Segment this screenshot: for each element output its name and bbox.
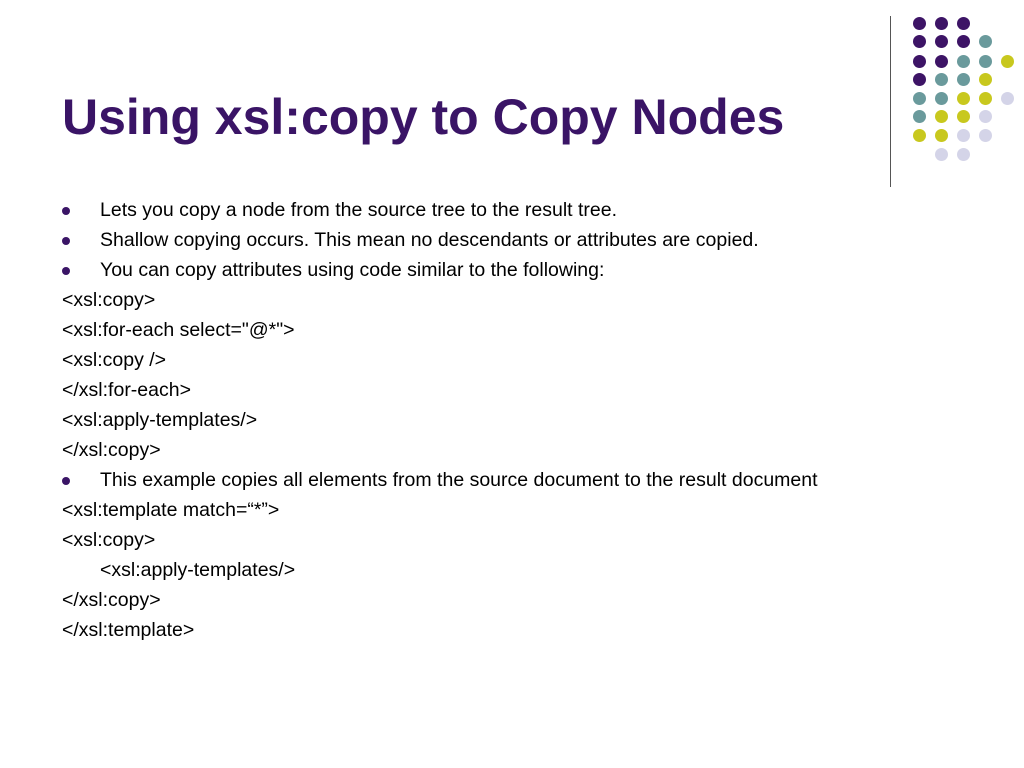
decorative-dot [913,73,926,86]
decorative-dot [979,92,992,105]
line-text: <xsl:apply-templates/> [62,409,258,431]
decorative-dot [913,110,926,123]
decorative-dot [957,55,970,68]
bullet-dot-icon [62,207,70,215]
line-text: This example copies all elements from the source document to the result document [100,469,818,491]
decorative-dot [957,73,970,86]
decorative-dot [913,35,926,48]
decorative-dot-grid [0,0,1024,200]
decorative-dot [913,55,926,68]
decorative-dot [957,148,970,161]
line-text: You can copy attributes using code similar to the following: [100,259,605,281]
decorative-dot [957,17,970,30]
slide-body [62,195,1002,645]
code-line [62,585,1002,615]
decorative-dot [913,92,926,105]
decorative-dot [979,35,992,48]
decorative-dot [957,92,970,105]
decorative-dot [935,148,948,161]
decorative-dot [1001,55,1014,68]
decorative-dot [935,110,948,123]
line-text: <xsl:for-each select="@*"> [62,319,295,341]
decorative-dot [979,129,992,142]
decorative-dot [913,129,926,142]
bullet-line [62,195,1002,225]
bullet-line [62,465,1002,495]
decorative-dot [957,129,970,142]
code-line [62,375,1002,405]
decorative-dot [913,17,926,30]
bullet-dot-icon [62,267,70,275]
decorative-dot [935,35,948,48]
code-line [62,435,1002,465]
bullet-line [62,225,1002,255]
line-text: <xsl:apply-templates/> [100,559,296,581]
code-line [62,405,1002,435]
decorative-dot [935,129,948,142]
line-text: </xsl:copy> [62,439,161,461]
decorative-dot [935,73,948,86]
decorative-dot [979,73,992,86]
line-text: Lets you copy a node from the source tree to the result tree. [100,199,618,221]
decorative-dot [935,17,948,30]
code-line [62,555,1002,585]
line-text: <xsl:copy> [62,529,156,551]
line-text: <xsl:template match=“*”> [62,499,280,521]
bullet-dot-icon [62,237,70,245]
slide-title: Using xsl:copy to Copy Nodes [62,89,785,145]
code-line [62,285,1002,315]
decorative-dot [979,55,992,68]
line-text: <xsl:copy /> [62,349,167,371]
line-text: </xsl:for-each> [62,379,191,401]
code-line [62,315,1002,345]
code-line [62,525,1002,555]
bullet-line [62,255,1002,285]
decorative-dot [935,92,948,105]
line-text: </xsl:template> [62,619,195,641]
code-line [62,615,1002,645]
decorative-dot [1001,92,1014,105]
bullet-dot-icon [62,477,70,485]
code-line [62,345,1002,375]
decorative-dot [935,55,948,68]
line-text: </xsl:copy> [62,589,161,611]
code-line [62,495,1002,525]
line-text: Shallow copying occurs. This mean no descendants or attributes are copied. [100,229,759,251]
line-text: <xsl:copy> [62,289,156,311]
decorative-dot [957,110,970,123]
decorative-dot [979,110,992,123]
decorative-dot [957,35,970,48]
